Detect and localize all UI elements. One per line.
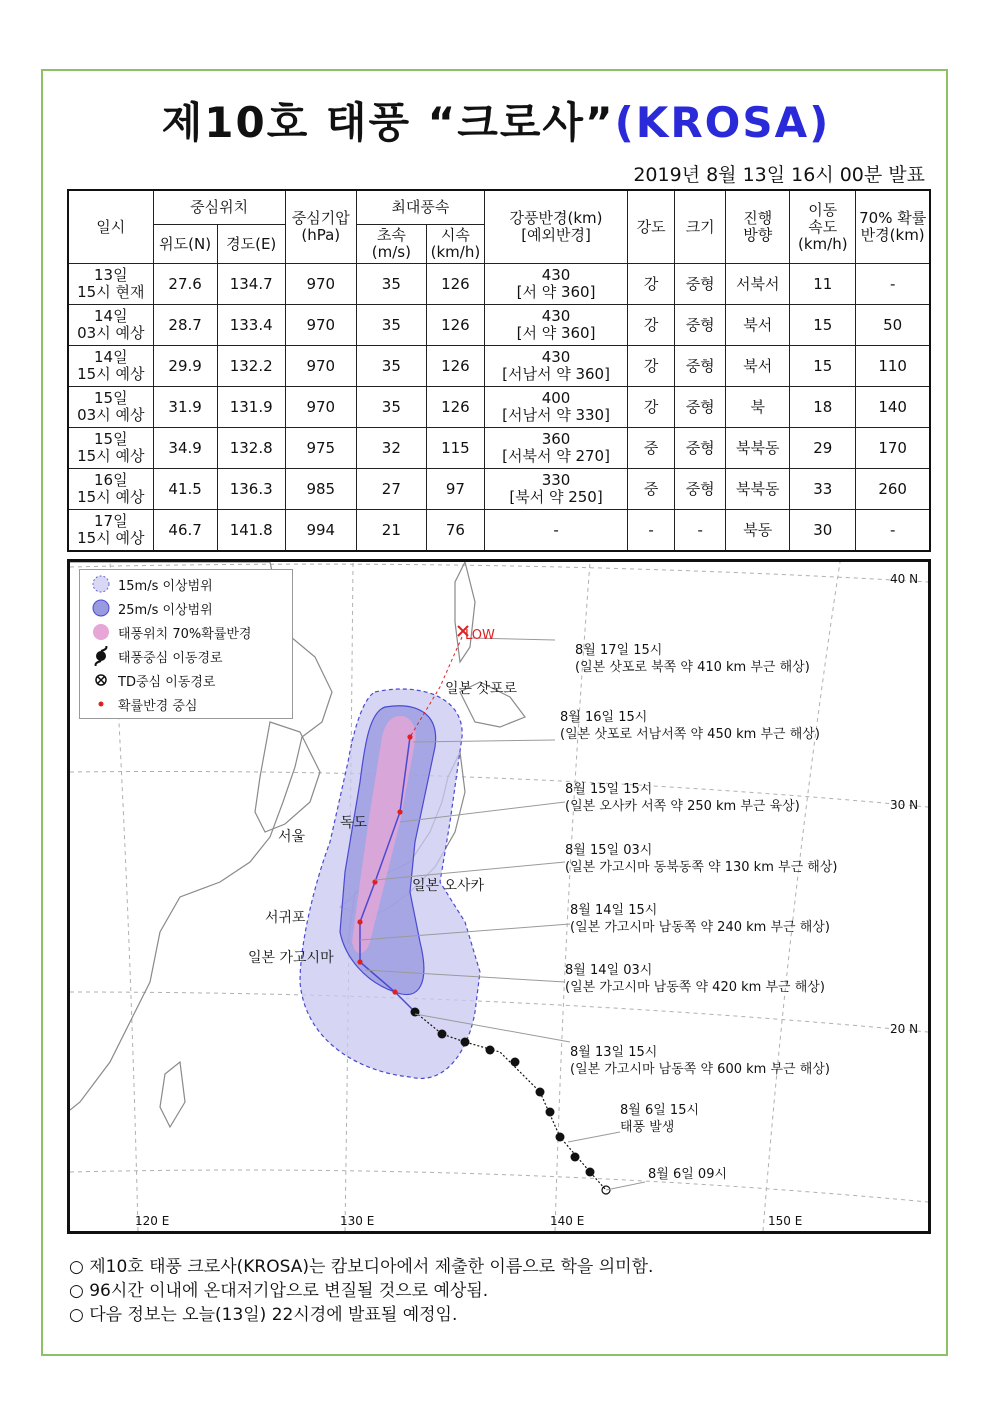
legend-25ms-label: 25m/s 이상범위 <box>118 602 213 618</box>
cell-datetime-line1: 17일 <box>94 512 128 530</box>
th-kmh-unit: (km/h) <box>430 243 481 261</box>
table-row <box>68 428 930 469</box>
annotation-14d03-desc: (일본 가고시마 남동쪽 약 420 km 부근 해상) <box>565 980 825 995</box>
legend-15ms-label: 15m/s 이상범위 <box>118 578 213 594</box>
probability-center-dot <box>397 809 402 814</box>
cell-speed: 11 <box>790 264 856 305</box>
cell-datetime <box>68 387 153 428</box>
annotation-13d15 <box>570 1044 830 1078</box>
annotation-14d15-desc: (일본 가고시마 남동쪽 약 240 km 부근 해상) <box>570 920 830 935</box>
table-row <box>68 510 930 552</box>
cell-direction: 북북동 <box>726 469 790 510</box>
cell-pressure: 970 <box>285 305 356 346</box>
legend-item-15ms <box>90 574 213 594</box>
map-legend <box>79 569 293 719</box>
annotation-13d15-date: 8월 13일 15시 <box>570 1045 658 1060</box>
red-dot-icon <box>90 694 112 714</box>
cell-datetime-line2: 15시 예상 <box>77 447 145 465</box>
cell-prob: 50 <box>856 305 930 346</box>
cell-datetime <box>68 305 153 346</box>
th-speed-2: 속도 <box>808 217 838 236</box>
annotation-16d15-desc: (일본 삿포로 서남서쪽 약 450 km 부근 해상) <box>560 727 820 742</box>
cell-radius-line1: - <box>553 520 559 539</box>
page-title <box>0 90 992 150</box>
cell-pressure: 994 <box>285 510 356 552</box>
cell-kmh: 126 <box>426 346 484 387</box>
lon-label-140: 140 E <box>550 1214 585 1228</box>
cell-radius-line2: [북서 약 250] <box>509 488 603 506</box>
probability-center-dot <box>407 734 412 739</box>
legend-center-label: 확률반경 중심 <box>118 698 198 714</box>
cell-radius <box>484 510 627 552</box>
cell-datetime-line1: 14일 <box>94 348 128 366</box>
cell-radius-line1: 360 <box>541 430 571 448</box>
th-pressure <box>285 190 356 264</box>
cell-radius-line1: 330 <box>541 471 571 489</box>
annotation-6d15-desc: 태풍 발생 <box>620 1120 675 1135</box>
th-prob <box>856 190 930 264</box>
typhoon-center-marker <box>438 1030 447 1039</box>
cell-lat: 29.9 <box>153 346 217 387</box>
legend-prob-icon <box>90 622 112 642</box>
cell-lat: 46.7 <box>153 510 217 552</box>
cell-radius-line1: 430 <box>541 266 571 284</box>
cell-prob: 170 <box>856 428 930 469</box>
table-row <box>68 387 930 428</box>
cell-ms: 35 <box>356 305 426 346</box>
cell-intensity: - <box>628 510 675 552</box>
cell-intensity: 중 <box>628 428 675 469</box>
th-pressure-label: 중심기압 <box>291 209 350 227</box>
cell-speed: 33 <box>790 469 856 510</box>
th-speed <box>790 190 856 264</box>
th-prob-1: 70% 확률 <box>859 209 927 227</box>
cell-pressure: 970 <box>285 264 356 305</box>
cell-radius <box>484 346 627 387</box>
cell-datetime-line2: 15시 예상 <box>77 529 145 547</box>
cell-pressure: 970 <box>285 387 356 428</box>
cell-direction: 북 <box>726 387 790 428</box>
typhoon-center-marker <box>536 1088 545 1097</box>
cell-intensity: 중 <box>628 469 675 510</box>
cell-datetime-line2: 03시 예상 <box>77 324 145 342</box>
probability-center-dot <box>357 919 362 924</box>
cell-size: - <box>675 510 726 552</box>
cell-datetime-line1: 14일 <box>94 307 128 325</box>
th-center: 중심위치 <box>153 190 285 225</box>
legend-15ms-icon <box>90 574 112 594</box>
th-ms <box>356 225 426 264</box>
table-row <box>68 346 930 387</box>
forecast-table <box>67 189 931 552</box>
th-dir-2: 방향 <box>743 226 773 244</box>
cell-radius-line1: 430 <box>541 348 571 366</box>
cell-datetime <box>68 469 153 510</box>
cell-radius <box>484 305 627 346</box>
cell-speed: 30 <box>790 510 856 552</box>
cell-speed: 29 <box>790 428 856 469</box>
th-lon: 경도(E) <box>217 225 285 264</box>
th-direction <box>726 190 790 264</box>
place-seogwipo: 서귀포 <box>265 910 306 926</box>
cell-size: 중형 <box>675 305 726 346</box>
place-sapporo: 일본 삿포로 <box>445 681 518 697</box>
cell-datetime <box>68 264 153 305</box>
cell-datetime-line1: 16일 <box>94 471 128 489</box>
annotation-14d15-date: 8월 14일 15시 <box>570 903 658 918</box>
th-radius <box>484 190 627 264</box>
cell-lat: 41.5 <box>153 469 217 510</box>
place-kagoshima: 일본 가고시마 <box>248 950 334 966</box>
cell-radius-line1: 400 <box>541 389 571 407</box>
cell-direction: 북북동 <box>726 428 790 469</box>
cell-kmh: 126 <box>426 264 484 305</box>
notes <box>69 1255 653 1327</box>
cell-size: 중형 <box>675 346 726 387</box>
th-kmh-label: 시속 <box>440 226 470 244</box>
cell-datetime-line1: 15일 <box>94 430 128 448</box>
annotation-6d09 <box>648 1166 727 1183</box>
cell-radius <box>484 264 627 305</box>
cell-kmh: 115 <box>426 428 484 469</box>
cell-ms: 35 <box>356 264 426 305</box>
typhoon-symbol-icon <box>90 646 112 666</box>
typhoon-center-marker <box>571 1153 580 1162</box>
typhoon-center-marker <box>461 1038 470 1047</box>
probability-center-dot <box>392 989 397 994</box>
annotation-15d15-date: 8월 15일 15시 <box>565 782 653 797</box>
cell-size: 중형 <box>675 469 726 510</box>
cell-radius-line2: [서남서 약 330] <box>502 406 610 424</box>
lon-label-120: 120 E <box>135 1214 170 1228</box>
cell-ms: 32 <box>356 428 426 469</box>
legend-item-td <box>90 670 215 690</box>
th-datetime: 일시 <box>68 190 153 264</box>
cell-lat: 27.6 <box>153 264 217 305</box>
cell-size: 중형 <box>675 387 726 428</box>
annotation-13d15-desc: (일본 가고시마 남동쪽 약 600 km 부근 해상) <box>570 1062 830 1077</box>
cell-ms: 35 <box>356 387 426 428</box>
cell-lat: 34.9 <box>153 428 217 469</box>
cell-datetime <box>68 510 153 552</box>
note-3: ○ 다음 정보는 오늘(13일) 22시경에 발표될 예정임. <box>69 1305 458 1325</box>
cell-lat: 28.7 <box>153 305 217 346</box>
th-radius-label: 강풍반경(km) <box>509 209 603 227</box>
cell-lon: 133.4 <box>217 305 285 346</box>
place-osaka: 일본 오사카 <box>412 878 485 894</box>
title-korean: 제10호 태풍 “크로사” <box>161 98 615 147</box>
cell-prob: - <box>856 264 930 305</box>
low-label: LOW <box>465 628 495 643</box>
typhoon-center-marker <box>546 1108 555 1117</box>
annotation-15d03-date: 8월 15일 03시 <box>565 843 653 858</box>
cell-direction: 북동 <box>726 510 790 552</box>
legend-item-prob <box>90 622 252 642</box>
cell-lon: 131.9 <box>217 387 285 428</box>
cell-direction: 서북서 <box>726 264 790 305</box>
typhoon-center-marker <box>411 1008 420 1017</box>
th-dir-1: 진행 <box>743 209 773 227</box>
th-pressure-unit: (hPa) <box>301 226 341 244</box>
annotation-15d03 <box>565 842 837 876</box>
lat-label-40: 40 N <box>890 572 919 586</box>
cell-radius <box>484 387 627 428</box>
annotation-17d15-date: 8월 17일 15시 <box>575 643 663 658</box>
cell-radius-line2: [서남서 약 360] <box>502 365 610 383</box>
th-intensity: 강도 <box>628 190 675 264</box>
annotation-15d15 <box>565 781 800 815</box>
cell-datetime-line2: 15시 예상 <box>77 365 145 383</box>
typhoon-center-marker <box>586 1168 595 1177</box>
cell-datetime-line2: 15시 현재 <box>77 283 145 301</box>
legend-track-label: 태풍중심 이동경로 <box>118 650 223 666</box>
cell-ms: 27 <box>356 469 426 510</box>
th-ms-unit: (m/s) <box>371 243 411 261</box>
cell-size: 중형 <box>675 428 726 469</box>
cell-datetime <box>68 428 153 469</box>
cell-datetime-line2: 15시 예상 <box>77 488 145 506</box>
cell-speed: 15 <box>790 305 856 346</box>
annotation-15d03-desc: (일본 가고시마 동북동쪽 약 130 km 부근 해상) <box>565 860 838 875</box>
annotation-14d03 <box>565 962 825 996</box>
th-size: 크기 <box>675 190 726 264</box>
cell-radius-line2: [서 약 360] <box>516 324 596 342</box>
cell-direction: 북서 <box>726 305 790 346</box>
annotation-17d15-desc: (일본 삿포로 북쪽 약 410 km 부근 해상) <box>575 660 810 675</box>
th-speed-1: 이동 <box>808 200 838 219</box>
cell-prob: 260 <box>856 469 930 510</box>
cell-lon: 136.3 <box>217 469 285 510</box>
legend-td-label: TD중심 이동경로 <box>118 674 216 690</box>
cell-kmh: 76 <box>426 510 484 552</box>
annotation-17d15 <box>575 642 810 676</box>
lon-label-150: 150 E <box>768 1214 803 1228</box>
typhoon-center-marker <box>556 1133 565 1142</box>
lat-label-20: 20 N <box>890 1022 919 1036</box>
cell-radius <box>484 428 627 469</box>
legend-prob-label: 태풍위치 70%확률반경 <box>118 626 252 642</box>
td-symbol-icon <box>90 670 112 690</box>
annotation-15d15-desc: (일본 오사카 서쪽 약 250 km 부근 육상) <box>565 799 800 814</box>
table-row <box>68 264 930 305</box>
cell-prob: 110 <box>856 346 930 387</box>
annotation-16d15 <box>560 709 820 743</box>
lat-label-30: 30 N <box>890 798 919 812</box>
title-english: (KROSA) <box>614 98 831 147</box>
th-speed-3: (km/h) <box>798 234 848 253</box>
th-radius-sub: [예외반경] <box>521 226 591 244</box>
cell-size: 중형 <box>675 264 726 305</box>
cell-intensity: 강 <box>628 264 675 305</box>
legend-item-track <box>90 646 223 666</box>
cell-kmh: 126 <box>426 305 484 346</box>
cell-prob: 140 <box>856 387 930 428</box>
table-row <box>68 305 930 346</box>
annotation-16d15-date: 8월 16일 15시 <box>560 710 648 725</box>
cell-pressure: 975 <box>285 428 356 469</box>
probability-center-dot <box>357 959 362 964</box>
cell-datetime-line1: 15일 <box>94 389 128 407</box>
annotation-6d09-date: 8월 6일 09시 <box>648 1167 728 1182</box>
issued-time: 2019년 8월 13일 16시 00분 발표 <box>633 164 925 186</box>
th-prob-2: 반경(km) <box>860 226 925 244</box>
typhoon-center-marker <box>486 1046 495 1055</box>
cell-ms: 21 <box>356 510 426 552</box>
cell-radius-line2: [서 약 360] <box>516 283 596 301</box>
place-seoul: 서울 <box>278 829 306 845</box>
cell-datetime-line2: 03시 예상 <box>77 406 145 424</box>
note-2: ○ 96시간 이내에 온대저기압으로 변질될 것으로 예상됨. <box>69 1281 489 1301</box>
cell-pressure: 970 <box>285 346 356 387</box>
cell-intensity: 강 <box>628 387 675 428</box>
cell-datetime-line1: 13일 <box>94 266 128 284</box>
th-maxwind: 최대풍속 <box>356 190 484 225</box>
legend-item-center <box>90 694 197 714</box>
cell-lat: 31.9 <box>153 387 217 428</box>
annotation-14d15 <box>570 902 830 936</box>
cell-datetime <box>68 346 153 387</box>
cell-speed: 15 <box>790 346 856 387</box>
th-kmh <box>426 225 484 264</box>
cell-intensity: 강 <box>628 346 675 387</box>
cell-radius-line2: [서북서 약 270] <box>502 447 610 465</box>
cell-ms: 35 <box>356 346 426 387</box>
cell-lon: 132.2 <box>217 346 285 387</box>
cell-lon: 141.8 <box>217 510 285 552</box>
forecast-map <box>67 559 931 1234</box>
cell-speed: 18 <box>790 387 856 428</box>
cell-kmh: 126 <box>426 387 484 428</box>
cell-lon: 132.8 <box>217 428 285 469</box>
cell-pressure: 985 <box>285 469 356 510</box>
cell-radius-line1: 430 <box>541 307 571 325</box>
annotation-6d15 <box>620 1102 699 1136</box>
note-1: ○ 제10호 태풍 크로사(KROSA)는 캄보디아에서 제출한 이름으로 학을 의미함. <box>69 1257 654 1277</box>
legend-item-25ms <box>90 598 213 618</box>
annotation-6d15-date: 8월 6일 15시 <box>620 1103 700 1118</box>
cell-prob: - <box>856 510 930 552</box>
table-row <box>68 469 930 510</box>
cell-lon: 134.7 <box>217 264 285 305</box>
cell-intensity: 강 <box>628 305 675 346</box>
place-dokdo: 독도 <box>340 815 368 831</box>
th-ms-label: 초속 <box>376 226 406 244</box>
lon-label-130: 130 E <box>340 1214 375 1228</box>
annotation-14d03-date: 8월 14일 03시 <box>565 963 653 978</box>
cell-radius <box>484 469 627 510</box>
legend-25ms-icon <box>90 598 112 618</box>
typhoon-center-marker <box>511 1058 520 1067</box>
cell-direction: 북서 <box>726 346 790 387</box>
th-lat: 위도(N) <box>153 225 217 264</box>
cell-kmh: 97 <box>426 469 484 510</box>
